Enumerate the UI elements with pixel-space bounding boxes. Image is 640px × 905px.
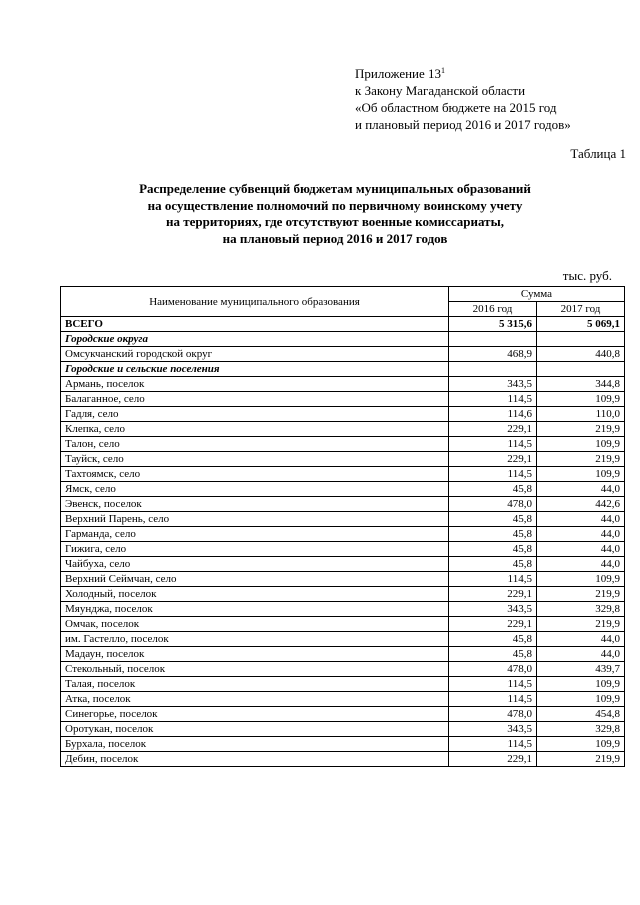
table-row xyxy=(61,437,625,452)
cell-name: Чайбуха, село xyxy=(61,557,449,572)
cell-2016: 114,5 xyxy=(449,737,537,752)
section-empty-cell xyxy=(449,332,537,347)
cell-2017: 219,9 xyxy=(537,587,625,602)
cell-2017: 219,9 xyxy=(537,617,625,632)
cell-name: Тахтоямск, село xyxy=(61,467,449,482)
table-row xyxy=(61,692,625,707)
cell-name: Балаганное, село xyxy=(61,392,449,407)
cell-2016: 229,1 xyxy=(449,422,537,437)
cell-2017: 109,9 xyxy=(537,572,625,587)
cell-2016: 468,9 xyxy=(449,347,537,362)
cell-2017: 219,9 xyxy=(537,452,625,467)
cell-2017: 329,8 xyxy=(537,602,625,617)
cell-2016: 343,5 xyxy=(449,377,537,392)
total-row xyxy=(61,317,625,332)
table-row xyxy=(61,617,625,632)
table-row xyxy=(61,557,625,572)
title-line-2: на осуществление полномочий по первичному воинскому учету xyxy=(147,197,523,213)
cell-2016: 114,5 xyxy=(449,572,537,587)
cell-2016: 114,5 xyxy=(449,437,537,452)
table-row xyxy=(61,542,625,557)
cell-2017: 44,0 xyxy=(537,482,625,497)
table-row xyxy=(61,422,625,437)
cell-name: Атка, поселок xyxy=(61,692,449,707)
table-row xyxy=(61,347,625,362)
cell-name: Гадля, село xyxy=(61,407,449,422)
cell-name: Верхний Парень, село xyxy=(61,512,449,527)
cell-2017: 110,0 xyxy=(537,407,625,422)
cell-name: Омсукчанский городской округ xyxy=(61,347,449,362)
cell-name: Дебин, поселок xyxy=(61,752,449,767)
table-row xyxy=(61,722,625,737)
title-line-3: на территориях, где отсутствуют военные комиссариаты, xyxy=(166,214,504,229)
cell-2016: 45,8 xyxy=(449,542,537,557)
section-empty-cell xyxy=(537,362,625,377)
cell-2016: 45,8 xyxy=(449,482,537,497)
cell-name: Омчак, поселок xyxy=(61,617,449,632)
table-row xyxy=(61,497,625,512)
table-header xyxy=(61,287,625,317)
section-row-settlements xyxy=(61,362,625,377)
table-row xyxy=(61,392,625,407)
cell-2016: 343,5 xyxy=(449,602,537,617)
table-row xyxy=(61,602,625,617)
section-row-urban-districts xyxy=(61,332,625,347)
cell-2016: 343,5 xyxy=(449,722,537,737)
appendix-reference xyxy=(355,62,571,133)
cell-2016: 114,6 xyxy=(449,407,537,422)
table-row xyxy=(61,467,625,482)
cell-2016: 478,0 xyxy=(449,497,537,512)
cell-name: Верхний Сеймчан, село xyxy=(61,572,449,587)
table-row xyxy=(61,647,625,662)
total-label: ВСЕГО xyxy=(61,317,449,332)
cell-name: им. Гастелло, поселок xyxy=(61,632,449,647)
header-2016: 2016 год xyxy=(449,302,537,317)
cell-2016: 229,1 xyxy=(449,452,537,467)
cell-2017: 329,8 xyxy=(537,722,625,737)
cell-2017: 44,0 xyxy=(537,542,625,557)
cell-name: Армань, поселок xyxy=(61,377,449,392)
table-body xyxy=(61,317,625,767)
cell-2017: 44,0 xyxy=(537,647,625,662)
section-empty-cell xyxy=(449,362,537,377)
header-name: Наименование муниципального образования xyxy=(61,287,449,317)
cell-2016: 229,1 xyxy=(449,617,537,632)
cell-2016: 478,0 xyxy=(449,707,537,722)
cell-2017: 439,7 xyxy=(537,662,625,677)
cell-2017: 109,9 xyxy=(537,467,625,482)
table-row xyxy=(61,752,625,767)
cell-name: Стекольный, поселок xyxy=(61,662,449,677)
unit-label: тыс. руб. xyxy=(562,268,612,283)
appendix-line-1 xyxy=(355,62,571,82)
cell-name: Синегорье, поселок xyxy=(61,707,449,722)
appendix-line-2: к Закону Магаданской области xyxy=(355,83,526,98)
cell-2017: 109,9 xyxy=(537,437,625,452)
document-title xyxy=(60,181,610,247)
table-row xyxy=(61,662,625,677)
table-label: Таблица 1 xyxy=(570,146,626,161)
table-row xyxy=(61,512,625,527)
subsidy-table xyxy=(60,286,625,767)
cell-2017: 219,9 xyxy=(537,752,625,767)
cell-2017: 454,8 xyxy=(537,707,625,722)
cell-name: Гижига, село xyxy=(61,542,449,557)
table-row xyxy=(61,452,625,467)
table-row xyxy=(61,737,625,752)
cell-2016: 45,8 xyxy=(449,632,537,647)
cell-2017: 44,0 xyxy=(537,512,625,527)
cell-2017: 109,9 xyxy=(537,677,625,692)
cell-2017: 109,9 xyxy=(537,737,625,752)
header-2017: 2017 год xyxy=(537,302,625,317)
title-line-1: Распределение субвенций бюджетам муниципальных образований xyxy=(139,181,531,196)
table-row xyxy=(61,587,625,602)
cell-2017: 442,6 xyxy=(537,497,625,512)
cell-2016: 114,5 xyxy=(449,692,537,707)
cell-2017: 44,0 xyxy=(537,557,625,572)
total-2017: 5 069,1 xyxy=(537,317,625,332)
appendix-line-4: и плановый период 2016 и 2017 годов» xyxy=(355,117,571,132)
section-empty-cell xyxy=(537,332,625,347)
table-row xyxy=(61,632,625,647)
cell-name: Талон, село xyxy=(61,437,449,452)
cell-name: Гарманда, село xyxy=(61,527,449,542)
table-row xyxy=(61,572,625,587)
cell-2017: 440,8 xyxy=(537,347,625,362)
cell-2016: 45,8 xyxy=(449,512,537,527)
cell-name: Оротукан, поселок xyxy=(61,722,449,737)
table-row xyxy=(61,707,625,722)
cell-2017: 109,9 xyxy=(537,392,625,407)
cell-2016: 229,1 xyxy=(449,587,537,602)
title-line-4: на плановый период 2016 и 2017 годов xyxy=(222,230,448,246)
table-row xyxy=(61,677,625,692)
cell-2017: 44,0 xyxy=(537,527,625,542)
cell-name: Эвенск, поселок xyxy=(61,497,449,512)
cell-2016: 45,8 xyxy=(449,527,537,542)
section-label: Городские и сельские поселения xyxy=(61,362,449,377)
total-2016: 5 315,6 xyxy=(449,317,537,332)
cell-2016: 478,0 xyxy=(449,662,537,677)
cell-2016: 229,1 xyxy=(449,752,537,767)
appendix-line-3: «Об областном бюджете на 2015 год xyxy=(355,100,557,115)
appendix-number: Приложение 13 xyxy=(355,66,442,81)
cell-2017: 219,9 xyxy=(537,422,625,437)
table-row xyxy=(61,527,625,542)
cell-2016: 114,5 xyxy=(449,677,537,692)
cell-2017: 109,9 xyxy=(537,692,625,707)
table-row xyxy=(61,377,625,392)
table-row xyxy=(61,482,625,497)
cell-name: Мяунджа, поселок xyxy=(61,602,449,617)
cell-2017: 44,0 xyxy=(537,632,625,647)
cell-2017: 344,8 xyxy=(537,377,625,392)
header-sum: Сумма xyxy=(449,287,625,302)
cell-2016: 114,5 xyxy=(449,392,537,407)
cell-name: Талая, поселок xyxy=(61,677,449,692)
cell-name: Ямск, село xyxy=(61,482,449,497)
cell-name: Мадаун, поселок xyxy=(61,647,449,662)
cell-name: Бурхала, поселок xyxy=(61,737,449,752)
cell-2016: 45,8 xyxy=(449,647,537,662)
header-row-1 xyxy=(61,287,625,302)
table-row xyxy=(61,407,625,422)
cell-2016: 114,5 xyxy=(449,467,537,482)
section-label: Городские округа xyxy=(61,332,449,347)
cell-name: Клепка, село xyxy=(61,422,449,437)
cell-name: Холодный, поселок xyxy=(61,587,449,602)
cell-name: Тауйск, село xyxy=(61,452,449,467)
appendix-superscript: 1 xyxy=(441,66,446,75)
cell-2016: 45,8 xyxy=(449,557,537,572)
